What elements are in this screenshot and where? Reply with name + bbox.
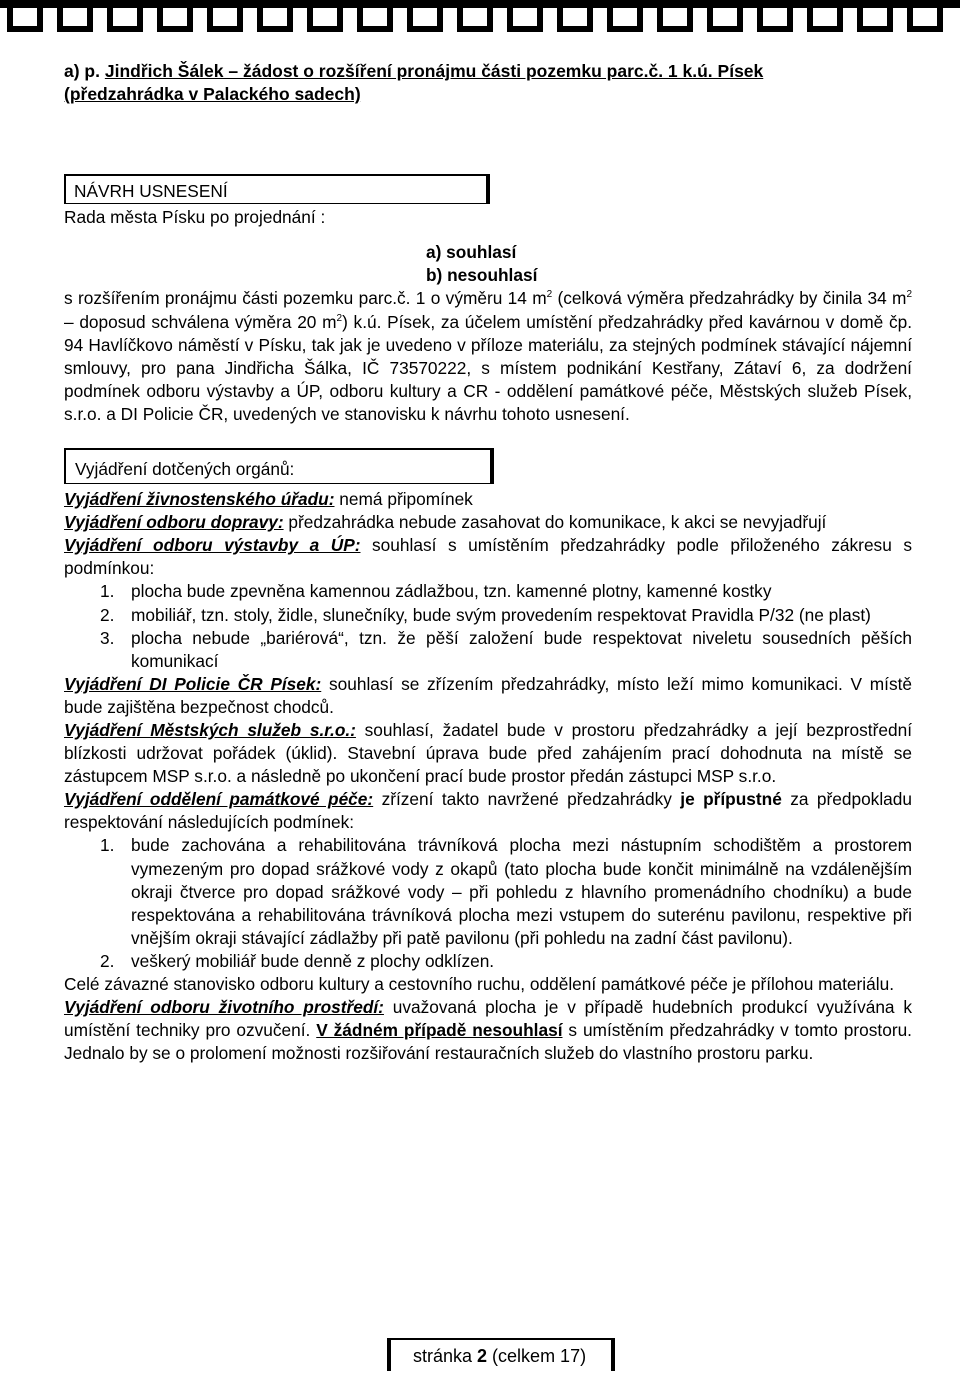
list-item: 1. bude zachována a rehabilitována trávníková plocha mezi nástupním schodištěm a prostorem vymezeným pro dopad srážkové vody z okapů (tato plocha bude končit minimálně na vzdálenějším okraji čtverce pro dopad srážkové vody – při pohledu z hlavního promenádního chodníku) a bude respektována a rehabilitována trávníková plocha mezi vstupem do suterénu pavilonu, respektive při vnějším okraji stávající zádlažby při patě pavilonu (při pohledu na zadní část pavilonu). (100, 835, 912, 948)
statement-doprava: Vyjádření odboru dopravy: předzahrádka nebude zasahovat do komunikace, k akci se nevyjadřují (64, 512, 827, 533)
list-item: 3. plocha nebude „bariérová“, tzn. že pěší založení bude respektovat niveletu sousedních pěších komunikací (100, 627, 912, 671)
title-line2: (předzahrádka v Palackého sadech) (64, 84, 361, 105)
title-underlined: Jindřich Šálek – žádost o rozšíření pronájmu části pozemku parc.č. 1 k.ú. Písek (104, 61, 764, 81)
resolution-text: s rozšířením pronájmu části pozemku parc.č. 1 o výměru 14 $m^2$ (celková výměra předzahrádky by činila 34 $m^2$ – doposud schválena výměra 20 $m^2$) k.ú. Písek, za účelem umístění předzahrádky před kavárnou v domě čp. 94 Havlíčkovo náměstí v Písku, tak jak je uvedeno v příloze materiálu, za stejných podmínek stávající nájemní smlouvy, pro pana Jindřicha Šálka, IČ 73570222, s místem podnikání Kestřany, Zátaví 6, za dodržení podmínek odboru výstavby a ÚP, odboru kultury a CR - oddělení památkové péče, Městských služeb Písek, s.r.o. a DI Policie ČR, uvedených ve stanovisku k návrhu tohoto usnesení. (64, 288, 912, 424)
choice-nesouhlasi: b) nesouhlasí (426, 265, 538, 286)
statement-zivnost: Vyjádření živnostenského úřadu: nemá připomínek (64, 489, 473, 510)
statement-zivotni-prostredi: Vyjádření odboru životního prostředí: uvažovaná plocha je v případě hudebních produkcí využívána k umístění techniky pro ozvučení. V žádném případě nesouhlasí s umístěním předzahrádky v tomto prostoru. Jednalo by se o prolomení možnosti rozšiřování restauračních služeb do vlastního prostoru parku. (64, 997, 913, 1064)
statement-policie: Vyjádření DI Policie ČR Písek: souhlasí se zřízením předzahrádky, místo leží mimo komunikaci. V místě bude zajištěna bezpečnost chodců. (64, 673, 912, 717)
document-body (64, 60, 912, 1065)
item-title (64, 60, 912, 106)
header-ornament-strip (0, 0, 960, 40)
page-footer: stránka 2 (celkem 17) (387, 1338, 615, 1371)
title-prefix: a) p. (64, 61, 105, 81)
vyjadreni-box: Vyjádření dotčených orgánů: (64, 448, 494, 484)
vystavba-conditions (64, 580, 912, 672)
list-item: 2. veškerý mobiliář bude denně z plochy odklízen. (100, 950, 495, 971)
navrh-usneseni-box: NÁVRH USNESENÍ (64, 174, 490, 204)
statement-kultura: Celé závazné stanovisko odboru kultury a cestovního ruchu, oddělení památkové péče je přílohou materiálu. (64, 974, 894, 994)
list-item: 2. mobiliář, tzn. stoly, židle, slunečníky, bude svým provedením respektovat Pravidla P/32 (ne plast) (100, 604, 871, 625)
statement-pamatky: Vyjádření oddělení památkové péče: zřízení takto navržené předzahrádky je přípustné za předpokladu respektování následujících podmínek: (64, 789, 912, 833)
choice-souhlasi: a) souhlasí (426, 242, 517, 263)
statement-vystavba: Vyjádření odboru výstavby a ÚP: souhlasí s umístěním předzahrádky podle přiloženého zákresu s podmínkou: (64, 535, 912, 579)
statement-msp: Vyjádření Městských služeb s.r.o.: souhlasí, žadatel bude v prostoru předzahrádky a její bezprostřední blízkosti udržovat pořádek (úklid). Stavební úprava bude před zahájením prací dohodnuta na místě se zástupcem MSP s.r.o. a následně po ukončení prací bude prostor předán zástupci MSP s.r.o. (64, 719, 912, 787)
list-item: 1. plocha bude zpevněna kamennou zádlažbou, tzn. kamenné plotny, kamenné kostky (100, 581, 772, 602)
pamatky-conditions (64, 834, 912, 973)
rada-line: Rada města Písku po projednání : (64, 207, 326, 228)
